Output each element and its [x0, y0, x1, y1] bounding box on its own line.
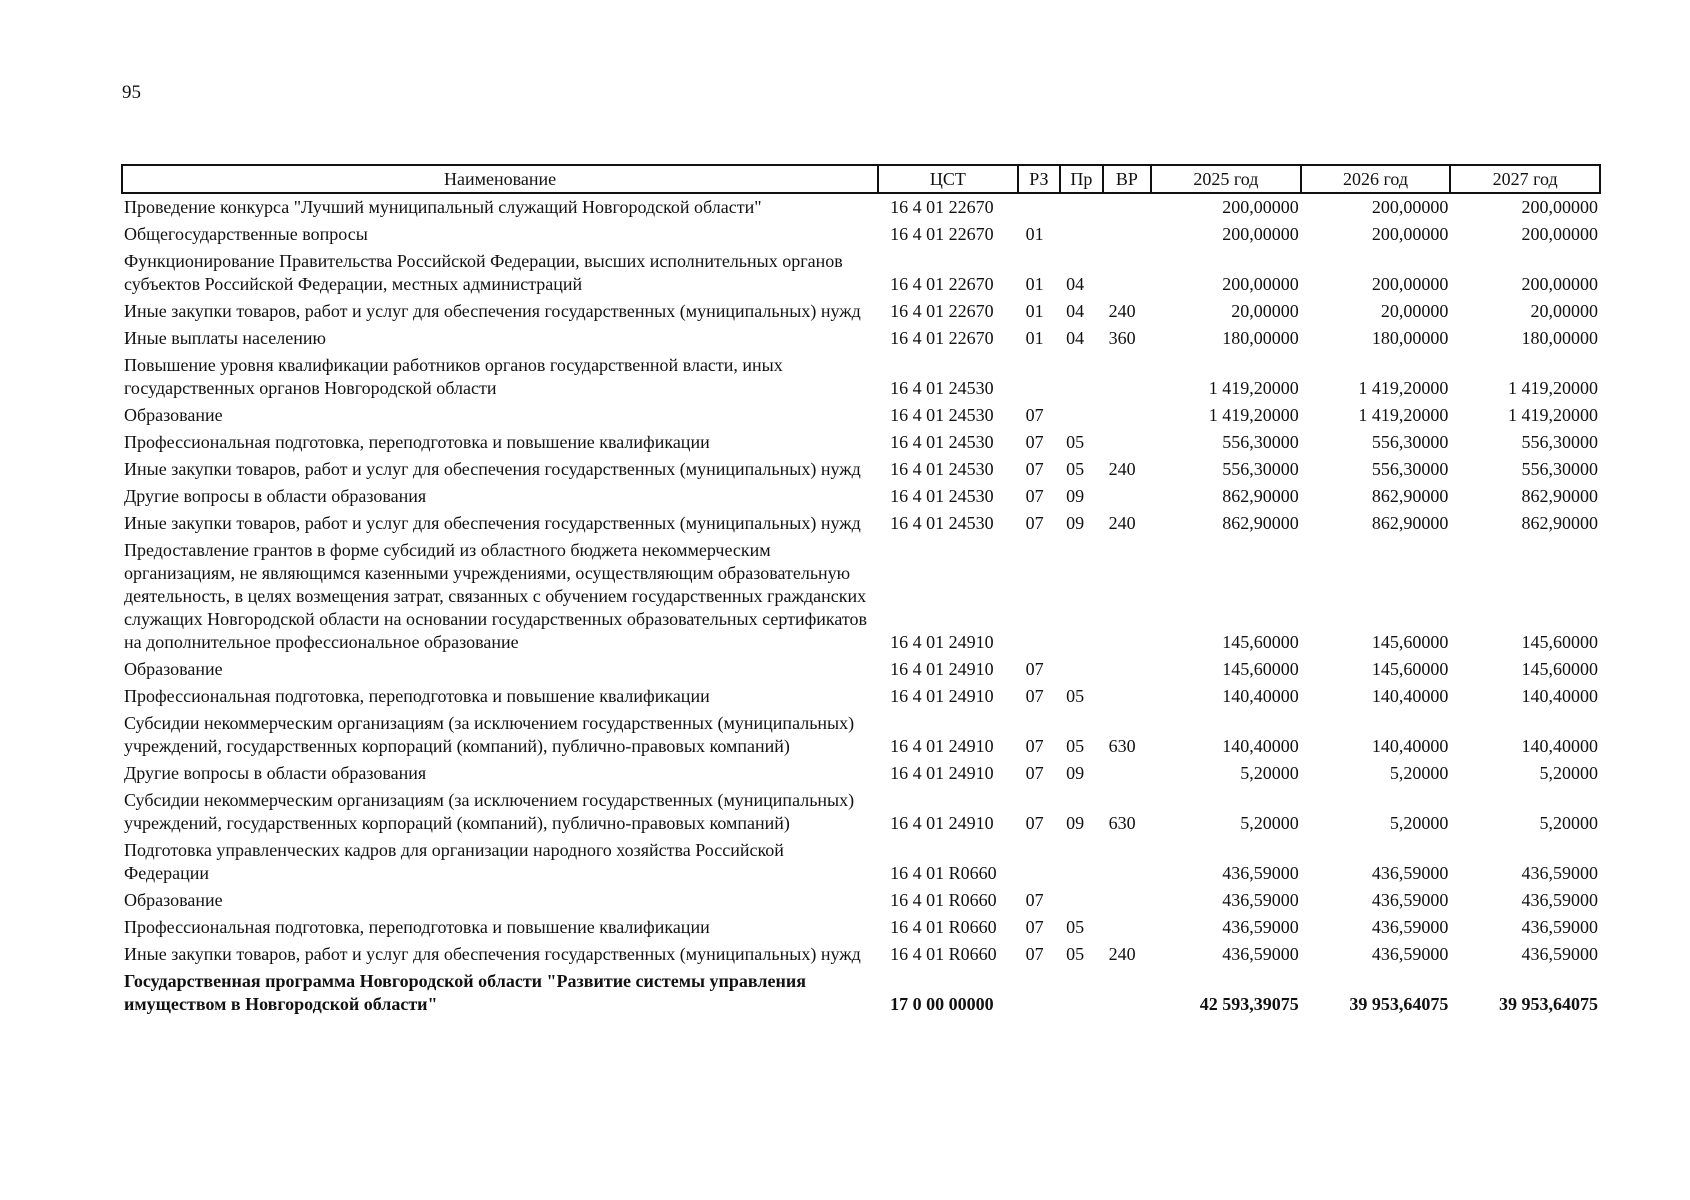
cell-2025: 42 593,39075 — [1199, 994, 1299, 1014]
cell-vr — [1103, 221, 1152, 248]
cell-pr — [1060, 887, 1102, 914]
cell-vr — [1103, 193, 1152, 221]
table-row — [122, 193, 1600, 221]
cell-name: Иные выплаты населению — [124, 328, 326, 348]
table-row — [122, 352, 1600, 402]
cell-rz: 07 — [1025, 459, 1044, 479]
table-row — [122, 968, 1600, 1018]
table-row — [122, 429, 1600, 456]
cell-2027: 20,00000 — [1530, 301, 1598, 321]
cell-2027: 556,30000 — [1521, 459, 1598, 479]
cell-rz: 07 — [1025, 686, 1044, 706]
cell-pr: 04 — [1066, 274, 1085, 294]
cell-vr — [1103, 968, 1152, 1018]
cell-vr — [1103, 837, 1152, 887]
cell-2026: 436,59000 — [1371, 944, 1449, 964]
cell-pr: 05 — [1066, 686, 1085, 706]
cell-2026: 862,90000 — [1371, 513, 1449, 533]
cell-2026: 200,00000 — [1371, 224, 1449, 244]
cell-rz: 07 — [1025, 944, 1044, 964]
cell-rz: 01 — [1025, 301, 1044, 321]
cell-cst: 16 4 01 24910 — [890, 686, 994, 706]
cell-cst: 16 4 01 24910 — [890, 632, 994, 652]
cell-pr — [1060, 352, 1102, 402]
cell-cst: 16 4 01 24530 — [890, 486, 994, 506]
cell-name: Иные закупки товаров, работ и услуг для обеспечения государственных (муниципальных) нужд — [124, 944, 861, 964]
cell-rz: 07 — [1025, 405, 1044, 425]
cell-cst: 16 4 01 22670 — [890, 197, 994, 217]
table-row — [122, 456, 1600, 483]
cell-pr: 05 — [1066, 459, 1085, 479]
cell-cst: 16 4 01 24910 — [890, 763, 994, 783]
table-row — [122, 221, 1600, 248]
cell-2026: 145,60000 — [1371, 632, 1449, 652]
cell-rz: 01 — [1025, 224, 1044, 244]
cell-2025: 862,90000 — [1222, 513, 1299, 533]
cell-vr — [1103, 352, 1152, 402]
header-pr: Пр — [1060, 165, 1102, 193]
header-2026: 2026 год — [1301, 165, 1451, 193]
cell-2027: 39 953,64075 — [1499, 994, 1598, 1014]
table-row — [122, 248, 1600, 298]
table-row — [122, 914, 1600, 941]
cell-rz: 07 — [1025, 432, 1044, 452]
header-rz: РЗ — [1018, 165, 1060, 193]
cell-2027: 140,40000 — [1521, 686, 1598, 706]
page-number: 95 — [122, 82, 141, 103]
cell-2026: 1 419,20000 — [1358, 405, 1449, 425]
cell-rz: 01 — [1025, 274, 1044, 294]
cell-pr: 09 — [1066, 763, 1085, 783]
header-cst: ЦСТ — [878, 165, 1018, 193]
cell-pr: 05 — [1066, 944, 1085, 964]
cell-2027: 436,59000 — [1521, 890, 1598, 910]
cell-2025: 556,30000 — [1222, 432, 1299, 452]
cell-rz: 07 — [1025, 659, 1044, 679]
cell-2027: 556,30000 — [1521, 432, 1598, 452]
cell-2027: 5,20000 — [1539, 813, 1598, 833]
table-row — [122, 402, 1600, 429]
cell-2026: 862,90000 — [1371, 486, 1449, 506]
cell-vr: 240 — [1108, 301, 1136, 321]
table-row — [122, 483, 1600, 510]
cell-2026: 5,20000 — [1389, 763, 1449, 783]
cell-2027: 5,20000 — [1539, 763, 1598, 783]
cell-name: Другие вопросы в области образования — [124, 486, 427, 506]
cell-2026: 180,00000 — [1371, 328, 1449, 348]
table-row — [122, 656, 1600, 683]
cell-pr — [1060, 193, 1102, 221]
cell-2025: 200,00000 — [1222, 224, 1299, 244]
cell-2027: 862,90000 — [1521, 513, 1598, 533]
cell-2027: 145,60000 — [1521, 632, 1598, 652]
cell-name: Субсидии некоммерческим организациям (за исключением государственных (муниципальных) учреждений, государственных корпораций (компаний), публично-правовых компаний) — [124, 713, 855, 756]
cell-cst: 16 4 01 22670 — [890, 274, 994, 294]
cell-name: Повышение уровня квалификации работников органов государственной власти, иных государственных органов Новгородской области — [124, 355, 783, 398]
cell-2025: 180,00000 — [1222, 328, 1299, 348]
cell-cst: 16 4 01 24530 — [890, 405, 994, 425]
header-name: Наименование — [122, 165, 878, 193]
cell-vr: 360 — [1108, 328, 1136, 348]
cell-name: Профессиональная подготовка, переподготовка и повышение квалификации — [124, 686, 710, 706]
cell-vr — [1103, 887, 1152, 914]
cell-cst: 16 4 01 R0660 — [890, 890, 997, 910]
cell-2025: 140,40000 — [1222, 686, 1299, 706]
table-row — [122, 941, 1600, 968]
cell-rz: 07 — [1025, 513, 1044, 533]
cell-cst: 17 0 00 00000 — [890, 994, 994, 1014]
cell-rz — [1018, 193, 1060, 221]
cell-2027: 436,59000 — [1521, 863, 1598, 883]
cell-2026: 556,30000 — [1371, 432, 1449, 452]
cell-cst: 16 4 01 R0660 — [890, 863, 997, 883]
cell-cst: 16 4 01 24530 — [890, 459, 994, 479]
cell-2026: 5,20000 — [1389, 813, 1449, 833]
cell-cst: 16 4 01 22670 — [890, 328, 994, 348]
cell-2025: 140,40000 — [1222, 736, 1299, 756]
cell-2026: 140,40000 — [1371, 736, 1449, 756]
cell-2027: 140,40000 — [1521, 736, 1598, 756]
cell-name: Иные закупки товаров, работ и услуг для обеспечения государственных (муниципальных) нужд — [124, 513, 861, 533]
cell-vr: 240 — [1108, 459, 1136, 479]
cell-rz — [1018, 837, 1060, 887]
cell-2027: 200,00000 — [1521, 274, 1598, 294]
cell-rz: 07 — [1025, 486, 1044, 506]
cell-vr — [1103, 760, 1152, 787]
table-row — [122, 787, 1600, 837]
cell-2025: 20,00000 — [1231, 301, 1299, 321]
cell-rz — [1018, 968, 1060, 1018]
table-row — [122, 710, 1600, 760]
header-2027: 2027 год — [1450, 165, 1600, 193]
cell-vr: 630 — [1108, 813, 1136, 833]
cell-vr — [1103, 429, 1152, 456]
cell-name: Субсидии некоммерческим организациям (за исключением государственных (муниципальных) учреждений, государственных корпораций (компаний), публично-правовых компаний) — [124, 790, 855, 833]
cell-2025: 436,59000 — [1222, 944, 1299, 964]
cell-cst: 16 4 01 R0660 — [890, 917, 997, 937]
cell-2025: 200,00000 — [1222, 197, 1299, 217]
cell-rz: 07 — [1025, 813, 1044, 833]
cell-pr: 05 — [1066, 917, 1085, 937]
header-vr: ВР — [1103, 165, 1152, 193]
cell-cst: 16 4 01 22670 — [890, 301, 994, 321]
table-body — [122, 193, 1600, 1018]
cell-pr: 05 — [1066, 736, 1085, 756]
cell-pr: 04 — [1066, 328, 1085, 348]
cell-name: Проведение конкурса "Лучший муниципальный служащий Новгородской области" — [124, 197, 762, 217]
cell-2027: 1 419,20000 — [1508, 378, 1598, 398]
header-2025: 2025 год — [1151, 165, 1301, 193]
cell-name: Другие вопросы в области образования — [124, 763, 427, 783]
cell-2027: 436,59000 — [1521, 944, 1598, 964]
cell-rz: 07 — [1025, 763, 1044, 783]
cell-2027: 200,00000 — [1521, 197, 1598, 217]
cell-vr — [1103, 656, 1152, 683]
table-row — [122, 325, 1600, 352]
cell-pr — [1060, 221, 1102, 248]
cell-name: Государственная программа Новгородской области "Развитие системы управления имуществом в Новгородской области" — [124, 971, 806, 1014]
cell-2025: 145,60000 — [1222, 632, 1299, 652]
cell-pr — [1060, 968, 1102, 1018]
cell-vr — [1103, 683, 1152, 710]
cell-cst: 16 4 01 24910 — [890, 736, 994, 756]
table-row — [122, 510, 1600, 537]
cell-name: Подготовка управленческих кадров для организации народного хозяйства Российской Федерации — [124, 840, 784, 883]
cell-pr: 09 — [1066, 486, 1085, 506]
cell-vr — [1103, 483, 1152, 510]
cell-2027: 180,00000 — [1521, 328, 1598, 348]
cell-cst: 16 4 01 24530 — [890, 432, 994, 452]
budget-table — [121, 164, 1601, 1018]
cell-2027: 1 419,20000 — [1508, 405, 1598, 425]
cell-2026: 1 419,20000 — [1358, 378, 1449, 398]
cell-2026: 200,00000 — [1371, 274, 1449, 294]
cell-pr: 09 — [1066, 813, 1085, 833]
cell-rz: 07 — [1025, 736, 1044, 756]
cell-cst: 16 4 01 24910 — [890, 659, 994, 679]
cell-2026: 140,40000 — [1371, 686, 1449, 706]
cell-2025: 1 419,20000 — [1208, 378, 1299, 398]
cell-name: Иные закупки товаров, работ и услуг для обеспечения государственных (муниципальных) нужд — [124, 301, 861, 321]
cell-cst: 16 4 01 22670 — [890, 224, 994, 244]
cell-pr — [1060, 837, 1102, 887]
cell-2025: 5,20000 — [1240, 813, 1299, 833]
cell-2025: 556,30000 — [1222, 459, 1299, 479]
table-row — [122, 683, 1600, 710]
cell-rz: 01 — [1025, 328, 1044, 348]
cell-cst: 16 4 01 24910 — [890, 813, 994, 833]
table-row — [122, 298, 1600, 325]
cell-name: Профессиональная подготовка, переподготовка и повышение квалификации — [124, 917, 710, 937]
cell-2026: 436,59000 — [1371, 890, 1449, 910]
cell-rz — [1018, 352, 1060, 402]
cell-2026: 20,00000 — [1380, 301, 1449, 321]
cell-2026: 200,00000 — [1371, 197, 1449, 217]
cell-cst: 16 4 01 24530 — [890, 378, 994, 398]
cell-name: Предоставление грантов в форме субсидий из областного бюджета некоммерческим организациям, не являющимся казенными учреждениями, осуществляющим образовательную деятельность, в целях возмещения затрат, связанных с обучением государственных гражданских служащих Новгородской области на основании государственных образовательных сертификатов на дополнительное профессиональное образование — [124, 540, 868, 652]
cell-name: Функционирование Правительства Российской Федерации, высших исполнительных органов субъектов Российской Федерации, местных администраций — [124, 251, 843, 294]
cell-pr — [1060, 537, 1102, 656]
cell-name: Образование — [124, 890, 223, 910]
table-header-row — [122, 165, 1600, 193]
cell-2026: 39 953,64075 — [1349, 994, 1449, 1014]
cell-name: Профессиональная подготовка, переподготовка и повышение квалификации — [124, 432, 710, 452]
cell-pr: 05 — [1066, 432, 1085, 452]
cell-2026: 145,60000 — [1371, 659, 1449, 679]
cell-rz — [1018, 537, 1060, 656]
cell-2025: 436,59000 — [1222, 863, 1299, 883]
cell-2026: 436,59000 — [1371, 863, 1449, 883]
cell-vr: 630 — [1108, 736, 1136, 756]
cell-2027: 862,90000 — [1521, 486, 1598, 506]
cell-name: Общегосударственные вопросы — [124, 224, 368, 244]
cell-vr — [1103, 914, 1152, 941]
cell-pr — [1060, 402, 1102, 429]
cell-vr — [1103, 248, 1152, 298]
cell-name: Иные закупки товаров, работ и услуг для обеспечения государственных (муниципальных) нужд — [124, 459, 861, 479]
cell-2025: 862,90000 — [1222, 486, 1299, 506]
cell-cst: 16 4 01 24530 — [890, 513, 994, 533]
table-row — [122, 837, 1600, 887]
table-row — [122, 537, 1600, 656]
table-row — [122, 887, 1600, 914]
cell-2025: 5,20000 — [1240, 763, 1299, 783]
cell-pr: 04 — [1066, 301, 1085, 321]
cell-2025: 145,60000 — [1222, 659, 1299, 679]
cell-2025: 200,00000 — [1222, 274, 1299, 294]
cell-2026: 556,30000 — [1371, 459, 1449, 479]
cell-pr: 09 — [1066, 513, 1085, 533]
cell-2027: 436,59000 — [1521, 917, 1598, 937]
cell-rz: 07 — [1025, 917, 1044, 937]
cell-2026: 436,59000 — [1371, 917, 1449, 937]
cell-vr: 240 — [1108, 944, 1136, 964]
cell-vr — [1103, 402, 1152, 429]
cell-vr: 240 — [1108, 513, 1136, 533]
cell-rz: 07 — [1025, 890, 1044, 910]
cell-name: Образование — [124, 659, 223, 679]
cell-cst: 16 4 01 R0660 — [890, 944, 997, 964]
cell-2025: 436,59000 — [1222, 890, 1299, 910]
table-row — [122, 760, 1600, 787]
cell-2025: 436,59000 — [1222, 917, 1299, 937]
cell-2025: 1 419,20000 — [1208, 405, 1299, 425]
cell-vr — [1103, 537, 1152, 656]
cell-pr — [1060, 656, 1102, 683]
cell-2027: 145,60000 — [1521, 659, 1598, 679]
cell-2027: 200,00000 — [1521, 224, 1598, 244]
cell-name: Образование — [124, 405, 223, 425]
